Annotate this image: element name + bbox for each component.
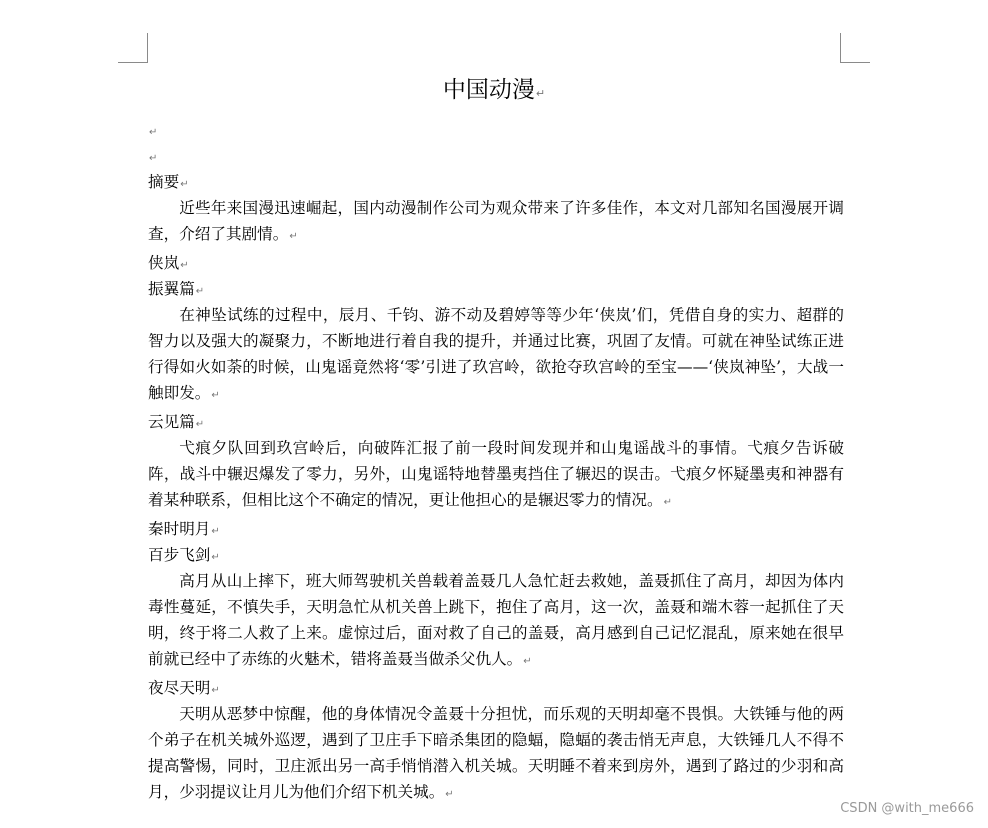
section-heading[interactable] <box>148 675 844 701</box>
paragraph-text: 云见篇 <box>148 413 195 431</box>
section-heading[interactable] <box>148 516 844 542</box>
section-heading[interactable] <box>148 409 844 435</box>
paragraph-mark-icon: ↵ <box>149 127 158 138</box>
paragraph-mark-icon: ↵ <box>523 656 532 667</box>
paragraph-mark-icon: ↵ <box>195 419 205 430</box>
paragraph-text: 高月从山上摔下，班大师驾驶机关兽载着盖聂几人急忙赶去救她，盖聂抓住了高月，却因为体内毒性蔓延，不慎失手，天明急忙从机关兽上跳下，抱住了高月，这一次，盖聂和端木蓉一起抓住了天明，终于将二人救了上来。虚惊过后，面对救了自己的盖聂，高月感到自己记忆混乱，原来她在很早前就已经中了赤练的火魅术，错将盖聂当做杀父仇人。 <box>148 572 844 668</box>
paragraph-text: 在神坠试练的过程中，辰月、千钧、游不动及碧婷等等少年‘侠岚’们，凭借自身的实力、超群的智力以及强大的凝聚力，不断地进行着自我的提升，并通过比赛，巩固了友情。可就在神坠试练正进行得如火如荼的时候，山鬼谣竟然将‘零’引进了玖宫岭，欲抢夺玖宫岭的至宝——‘侠岚神坠’，大战一触即发。 <box>148 306 844 402</box>
paragraph-mark-icon: ↵ <box>180 260 189 271</box>
paragraph-mark-icon: ↵ <box>180 179 189 190</box>
paragraph-text: 弋痕夕队回到玖宫岭后，向破阵汇报了前一段时间发现并和山鬼谣战斗的事情。弋痕夕告诉破阵，战斗中辗迟爆发了零力，另外，山鬼谣特地替墨夷挡住了辗迟的误击。弋痕夕怀疑墨夷和神器有着某种联系，但相比这个不确定的情况，更让他担心的是辗迟零力的情况。 <box>148 439 844 509</box>
paragraph-text: 秦时明月 <box>148 520 211 538</box>
document-body[interactable] <box>148 117 844 808</box>
paragraph-mark-icon: ↵ <box>445 789 454 800</box>
empty-paragraph[interactable] <box>148 143 844 169</box>
paragraph-mark-icon: ↵ <box>535 87 546 100</box>
paragraph-mark-icon: ↵ <box>211 390 220 401</box>
paragraph-mark-icon: ↵ <box>211 526 220 537</box>
page-corner-mark-top-right <box>840 33 870 63</box>
paragraph-mark-icon: ↵ <box>211 685 220 696</box>
section-heading[interactable] <box>148 542 844 568</box>
paragraph-mark-icon: ↵ <box>149 153 158 164</box>
empty-paragraph[interactable] <box>148 117 844 143</box>
section-heading[interactable] <box>148 250 844 276</box>
paragraph-mark-icon: ↵ <box>211 552 220 563</box>
page-corner-mark-top-left <box>118 33 148 63</box>
paragraph-text: 百步飞剑 <box>148 546 211 564</box>
body-paragraph[interactable] <box>148 435 844 516</box>
section-heading[interactable] <box>148 169 844 195</box>
paragraph-text: 近些年来国漫迅速崛起，国内动漫制作公司为观众带来了许多佳作，本文对几部知名国漫展开调查，介绍了其剧情。 <box>148 199 844 243</box>
body-paragraph[interactable] <box>148 302 844 409</box>
paragraph-text: 天明从恶梦中惊醒，他的身体情况令盖聂十分担忧，而乐观的天明却毫不畏惧。大铁锤与他的两个弟子在机关城外巡逻，遇到了卫庄手下暗杀集团的隐蝠，隐蝠的袭击悄无声息，大铁锤几人不得不提高警惕，同时，卫庄派出另一高手悄悄潜入机关城。天明睡不着来到房外，遇到了路过的少羽和高月，少羽提议让月儿为他们介绍下机关城。 <box>148 705 844 801</box>
paragraph-mark-icon: ↵ <box>663 497 672 508</box>
body-paragraph[interactable] <box>148 195 844 250</box>
document-title[interactable] <box>0 72 988 112</box>
section-heading[interactable] <box>148 276 844 302</box>
title-text: 中国动漫 <box>442 77 535 103</box>
watermark: CSDN @with_me666 <box>840 801 974 816</box>
paragraph-mark-icon: ↵ <box>195 286 205 297</box>
paragraph-text: 摘要 <box>148 173 180 191</box>
paragraph-text: 侠岚 <box>148 254 180 272</box>
paragraph-text: 夜尽天明 <box>148 679 211 697</box>
paragraph-text: 振翼篇 <box>148 280 195 298</box>
body-paragraph[interactable] <box>148 701 844 808</box>
body-paragraph[interactable] <box>148 568 844 675</box>
paragraph-mark-icon: ↵ <box>289 231 298 242</box>
